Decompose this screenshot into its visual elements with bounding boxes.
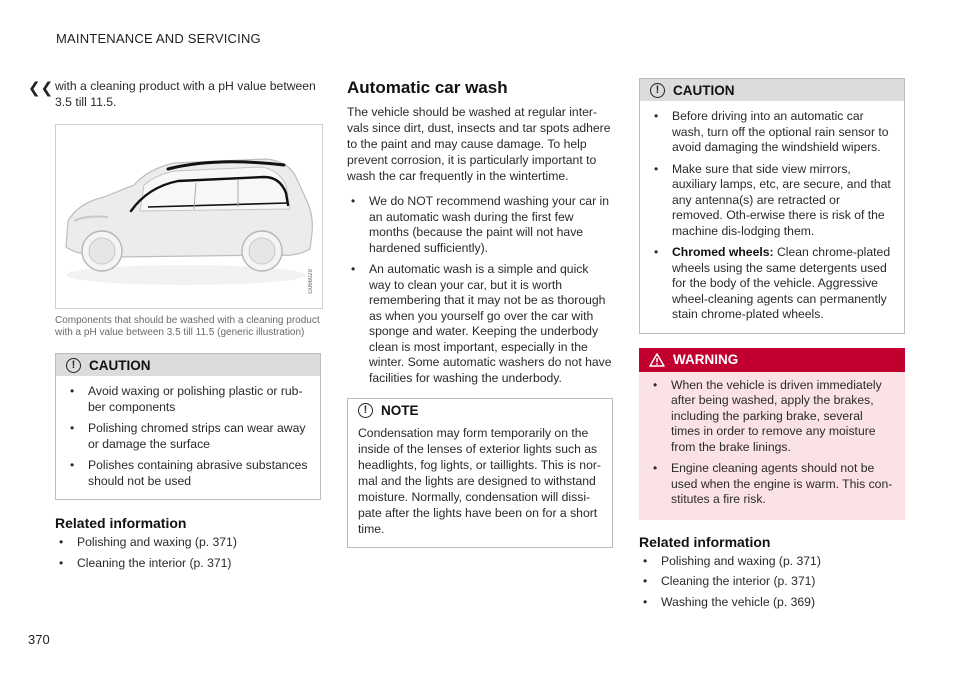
section-header: MAINTENANCE AND SERVICING — [56, 31, 261, 46]
warning-title: WARNING — [673, 352, 739, 367]
column-right — [639, 78, 905, 615]
warning-triangle-icon — [649, 353, 665, 367]
related-info-1 — [55, 515, 321, 571]
previous-page-marker[interactable]: ❮❮ — [28, 80, 54, 97]
note-text: Condensation may form temporarily on the inside of the lenses of exterior lights such as headlights, fog lights, or taillights. This is nor-mal and the lights are designed to withstand moisture. Normally, condensation will dissi-pate after the lights have been on for a short time. — [358, 426, 601, 536]
related-title-1: Related information — [55, 515, 187, 531]
related-link[interactable]: • Cleaning the interior (p. 371) — [55, 556, 321, 572]
column-middle — [347, 78, 613, 548]
figure-code: G066029 — [308, 269, 314, 294]
list-item: • When the vehicle is driven immediately after being washed, apply the brakes, including the parking brake, several times in order to remove any moisture from the brake linings. — [649, 378, 895, 456]
figure-caption: Components that should be washed with a cleaning product with a pH value between 3.5 till 11.5 (generic illustration) — [55, 315, 320, 338]
list-item: • Polishes containing abrasive substances should not be used — [66, 458, 310, 489]
chromed-wheels-text: Clean chrome-plated wheels using the same detergents used for the body of the vehicle. Aggressive wheel-cleaning agents can permanently stain chrome-plated wheels. — [672, 245, 891, 321]
info-icon: ! — [358, 403, 373, 418]
warning-header — [639, 348, 905, 372]
list-item: • We do NOT recommend washing your car in an automatic wash during the first few months (because the paint will not have hardened sufficiently). — [347, 194, 613, 256]
warning-list — [649, 378, 895, 508]
list-item: • Before driving into an automatic car wash, turn off the optional rain sensor to avoid damaging the windshield wipers. — [650, 109, 894, 156]
related-info-2 — [639, 534, 905, 611]
note-header — [348, 399, 612, 421]
note-box — [347, 398, 613, 548]
related-link[interactable]: • Polishing and waxing (p. 371) — [55, 535, 321, 551]
chromed-wheels-label: Chromed wheels: — [672, 245, 774, 259]
intro-text: with a cleaning product with a pH value between 3.5 till 11.5. — [55, 79, 316, 109]
car-illustration — [55, 124, 323, 309]
car-wash-list — [347, 194, 613, 386]
page-number: 370 — [28, 632, 50, 647]
caution-title-1: CAUTION — [89, 357, 151, 373]
list-item: • Engine cleaning agents should not be used when the engine is warm. This con-stitutes a fire risk. — [649, 461, 895, 508]
caution-title-2: CAUTION — [673, 82, 735, 98]
list-item: • An automatic wash is a simple and quick way to clean your car, but it is worth remembering that it may not be as thorough as when you yourself go over the car with sponge and water. Keeping the underbody clean is most important, especially in the winter. Some automatic washers do not have facilities for washing the underbody. — [347, 262, 613, 386]
list-item: • Make sure that side view mirrors, auxiliary lamps, etc, are secure, and that any antenna(s) are retracted or removed. Oth-erwise there is risk of the machine dis-lodging them. — [650, 162, 894, 240]
caution-list-1 — [66, 384, 310, 489]
related-link[interactable]: • Polishing and waxing (p. 371) — [639, 554, 905, 570]
caution-icon: ! — [66, 358, 81, 373]
section-title: Automatic car wash — [347, 78, 508, 97]
list-item — [650, 245, 894, 323]
list-item: • Polishing chromed strips can wear away or damage the surface — [66, 421, 310, 452]
caution-header-1 — [56, 354, 320, 376]
caution-header-2 — [640, 79, 904, 101]
related-link[interactable]: • Washing the vehicle (p. 369) — [639, 595, 905, 611]
caution-box-1 — [55, 353, 321, 500]
related-title-2: Related information — [639, 533, 771, 550]
warning-box — [639, 348, 905, 520]
caution-list-2 — [650, 109, 894, 323]
section-intro: The vehicle should be washed at regular inter-vals since dirt, dust, insects and tar spots adhere to the paint and may cause damage. To help prevent corrosion, it is particularly important to wash the car frequently in the wintertime. — [347, 105, 611, 183]
car-svg — [56, 125, 322, 308]
caution-icon: ! — [650, 83, 665, 98]
caution-box-2 — [639, 78, 905, 334]
list-item: • Avoid waxing or polishing plastic or rub-ber components — [66, 384, 310, 415]
note-title: NOTE — [381, 402, 419, 418]
column-left — [55, 78, 321, 576]
related-link[interactable]: • Cleaning the interior (p. 371) — [639, 574, 905, 590]
